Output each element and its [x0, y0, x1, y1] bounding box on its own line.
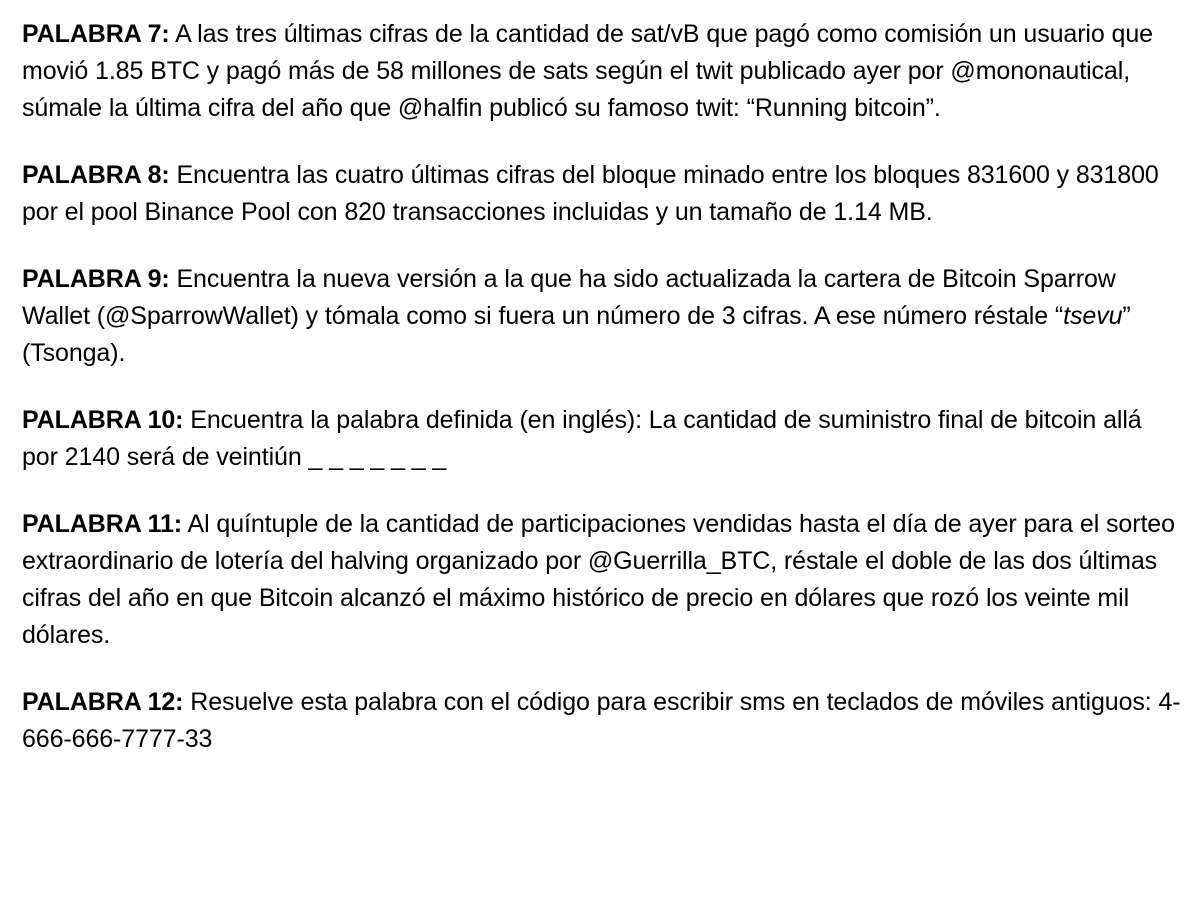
clue-palabra-12	[22, 684, 1182, 758]
clue-text: Resuelve esta palabra con el código para escribir sms en teclados de móviles antiguos: 4-666-666-7777-33	[22, 688, 1181, 753]
clue-palabra-11	[22, 506, 1182, 654]
clue-text: A las tres últimas cifras de la cantidad de sat/vB que pagó como comisión un usuario que movió 1.85 BTC y pagó más de 58 millones de sats según el twit publicado ayer por @mononautical, súmale la última cifra del año que @halfin publicó su famoso twit: “Running bitcoin”.	[22, 20, 1153, 122]
clue-label: PALABRA 7:	[22, 20, 170, 48]
clue-palabra-7	[22, 16, 1182, 127]
clue-text-end: ” (Tsonga).	[22, 302, 1131, 367]
clue-label: PALABRA 10:	[22, 406, 184, 434]
clue-label: PALABRA 9:	[22, 265, 170, 293]
clue-palabra-10	[22, 402, 1182, 476]
clue-palabra-8	[22, 157, 1182, 231]
clue-palabra-9	[22, 261, 1182, 372]
clue-text: Encuentra la nueva versión a la que ha sido actualizada la cartera de Bitcoin Sparrow Wallet (@SparrowWallet) y tómala como si fuera un número de 3 cifras. A ese número réstale “	[22, 265, 1116, 330]
clue-text: Al quíntuple de la cantidad de participaciones vendidas hasta el día de ayer para el sorteo extraordinario de lotería del halving organizado por @Guerrilla_BTC, réstale el doble de las dos últimas cifras del año en que Bitcoin alcanzó el máximo histórico de precio en dólares que rozó los veinte mil dólares.	[22, 510, 1175, 649]
clue-label: PALABRA 12:	[22, 688, 184, 716]
clue-label: PALABRA 11:	[22, 510, 183, 538]
clue-italic-word: tsevu	[1063, 302, 1123, 330]
clue-text: Encuentra la palabra definida (en inglés): La cantidad de suministro final de bitcoin allá por 2140 será de veintiún _ _ _ _ _ _ _	[22, 406, 1142, 471]
clue-label: PALABRA 8:	[22, 161, 170, 189]
clue-text: Encuentra las cuatro últimas cifras del bloque minado entre los bloques 831600 y 831800 por el pool Binance Pool con 820 transacciones incluidas y un tamaño de 1.14 MB.	[22, 161, 1159, 226]
